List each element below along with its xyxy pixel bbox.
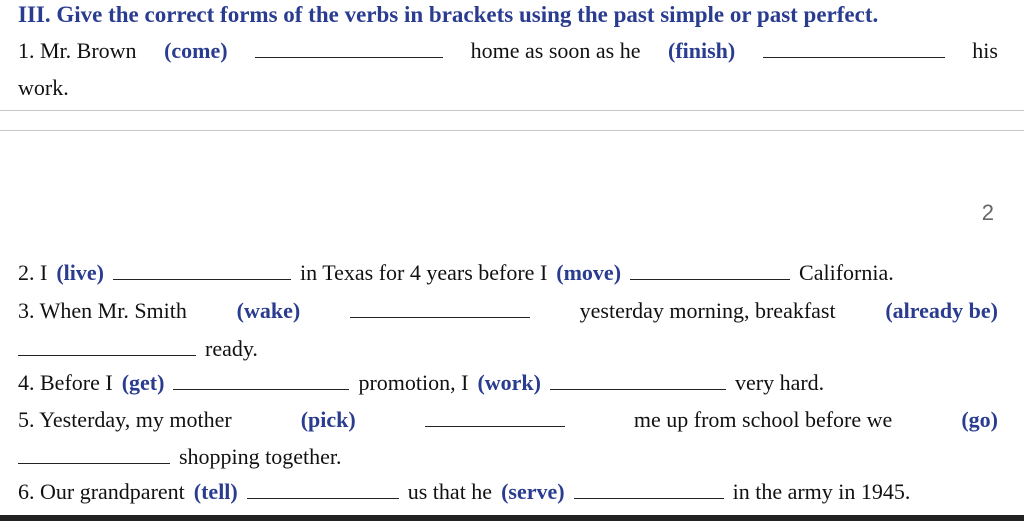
question-1-line-1	[18, 36, 998, 66]
q5-answer-blank-1[interactable]	[425, 409, 565, 427]
q5-verb-pick: (pick)	[300, 407, 356, 432]
question-2-line-1	[18, 258, 998, 288]
question-3-line-2	[18, 334, 998, 364]
q3-answer-blank-1[interactable]	[350, 300, 530, 318]
q1-verb-come: (come)	[164, 38, 228, 63]
q2-answer-blank-2[interactable]	[630, 262, 790, 280]
q4-number-lead: 4. Before I	[18, 370, 113, 395]
question-5-line-1	[18, 405, 998, 435]
q5-continuation: shopping together.	[179, 444, 342, 469]
q1-answer-blank-1[interactable]	[255, 40, 443, 58]
question-5-line-2	[18, 442, 998, 472]
q1-number-subject: 1. Mr. Brown	[18, 38, 137, 63]
q3-verb-already-be: (already be)	[885, 298, 998, 323]
q5-verb-go: (go)	[961, 407, 998, 432]
q6-answer-blank-2[interactable]	[574, 481, 724, 499]
q2-verb-move: (move)	[556, 260, 622, 285]
q4-verb-get: (get)	[121, 370, 165, 395]
q3-middle-text: yesterday morning, breakfast	[579, 298, 836, 323]
q6-verb-serve: (serve)	[501, 479, 565, 504]
q6-middle-text: us that he	[407, 479, 493, 504]
q1-middle-text: home as soon as he	[470, 38, 641, 63]
q6-number-lead: 6. Our grandparent	[18, 479, 185, 504]
q6-answer-blank-1[interactable]	[247, 481, 399, 499]
q4-verb-work: (work)	[477, 370, 541, 395]
q3-verb-wake: (wake)	[236, 298, 301, 323]
page-number: 2	[981, 200, 994, 225]
q1-answer-blank-2[interactable]	[763, 40, 945, 58]
question-4-line-1	[18, 368, 998, 398]
q2-answer-blank-1[interactable]	[113, 262, 291, 280]
q6-verb-tell: (tell)	[193, 479, 238, 504]
q4-answer-blank-1[interactable]	[173, 372, 349, 390]
page-divider-top	[0, 110, 1024, 111]
question-6-line-1	[18, 477, 998, 507]
q3-answer-blank-2[interactable]	[18, 338, 196, 356]
q4-end-text: very hard.	[734, 370, 825, 395]
question-3-line-1	[18, 296, 998, 326]
q5-answer-blank-2[interactable]	[18, 446, 170, 464]
q4-answer-blank-2[interactable]	[550, 372, 726, 390]
bottom-edge-bar	[0, 515, 1024, 521]
q1-continuation: work.	[18, 75, 69, 100]
q6-end-text: in the army in 1945.	[732, 479, 911, 504]
q5-middle-text: me up from school before we	[633, 407, 893, 432]
question-1-line-2	[18, 73, 998, 103]
q1-end-text: his	[972, 38, 998, 63]
q3-continuation: ready.	[205, 336, 258, 361]
q5-number-lead: 5. Yesterday, my mother	[18, 407, 232, 432]
q4-middle-text: promotion, I	[358, 370, 469, 395]
page-divider-bottom	[0, 130, 1024, 131]
q2-verb-live: (live)	[56, 260, 104, 285]
q2-number-subject: 2. I	[18, 260, 48, 285]
q2-end-text: California.	[799, 260, 894, 285]
exercise-instruction: III. Give the correct forms of the verbs in brackets using the past simple or past perfect.	[18, 2, 879, 27]
q3-number-lead: 3. When Mr. Smith	[18, 298, 187, 323]
q1-verb-finish: (finish)	[668, 38, 736, 63]
q2-middle-text: in Texas for 4 years before I	[299, 260, 548, 285]
